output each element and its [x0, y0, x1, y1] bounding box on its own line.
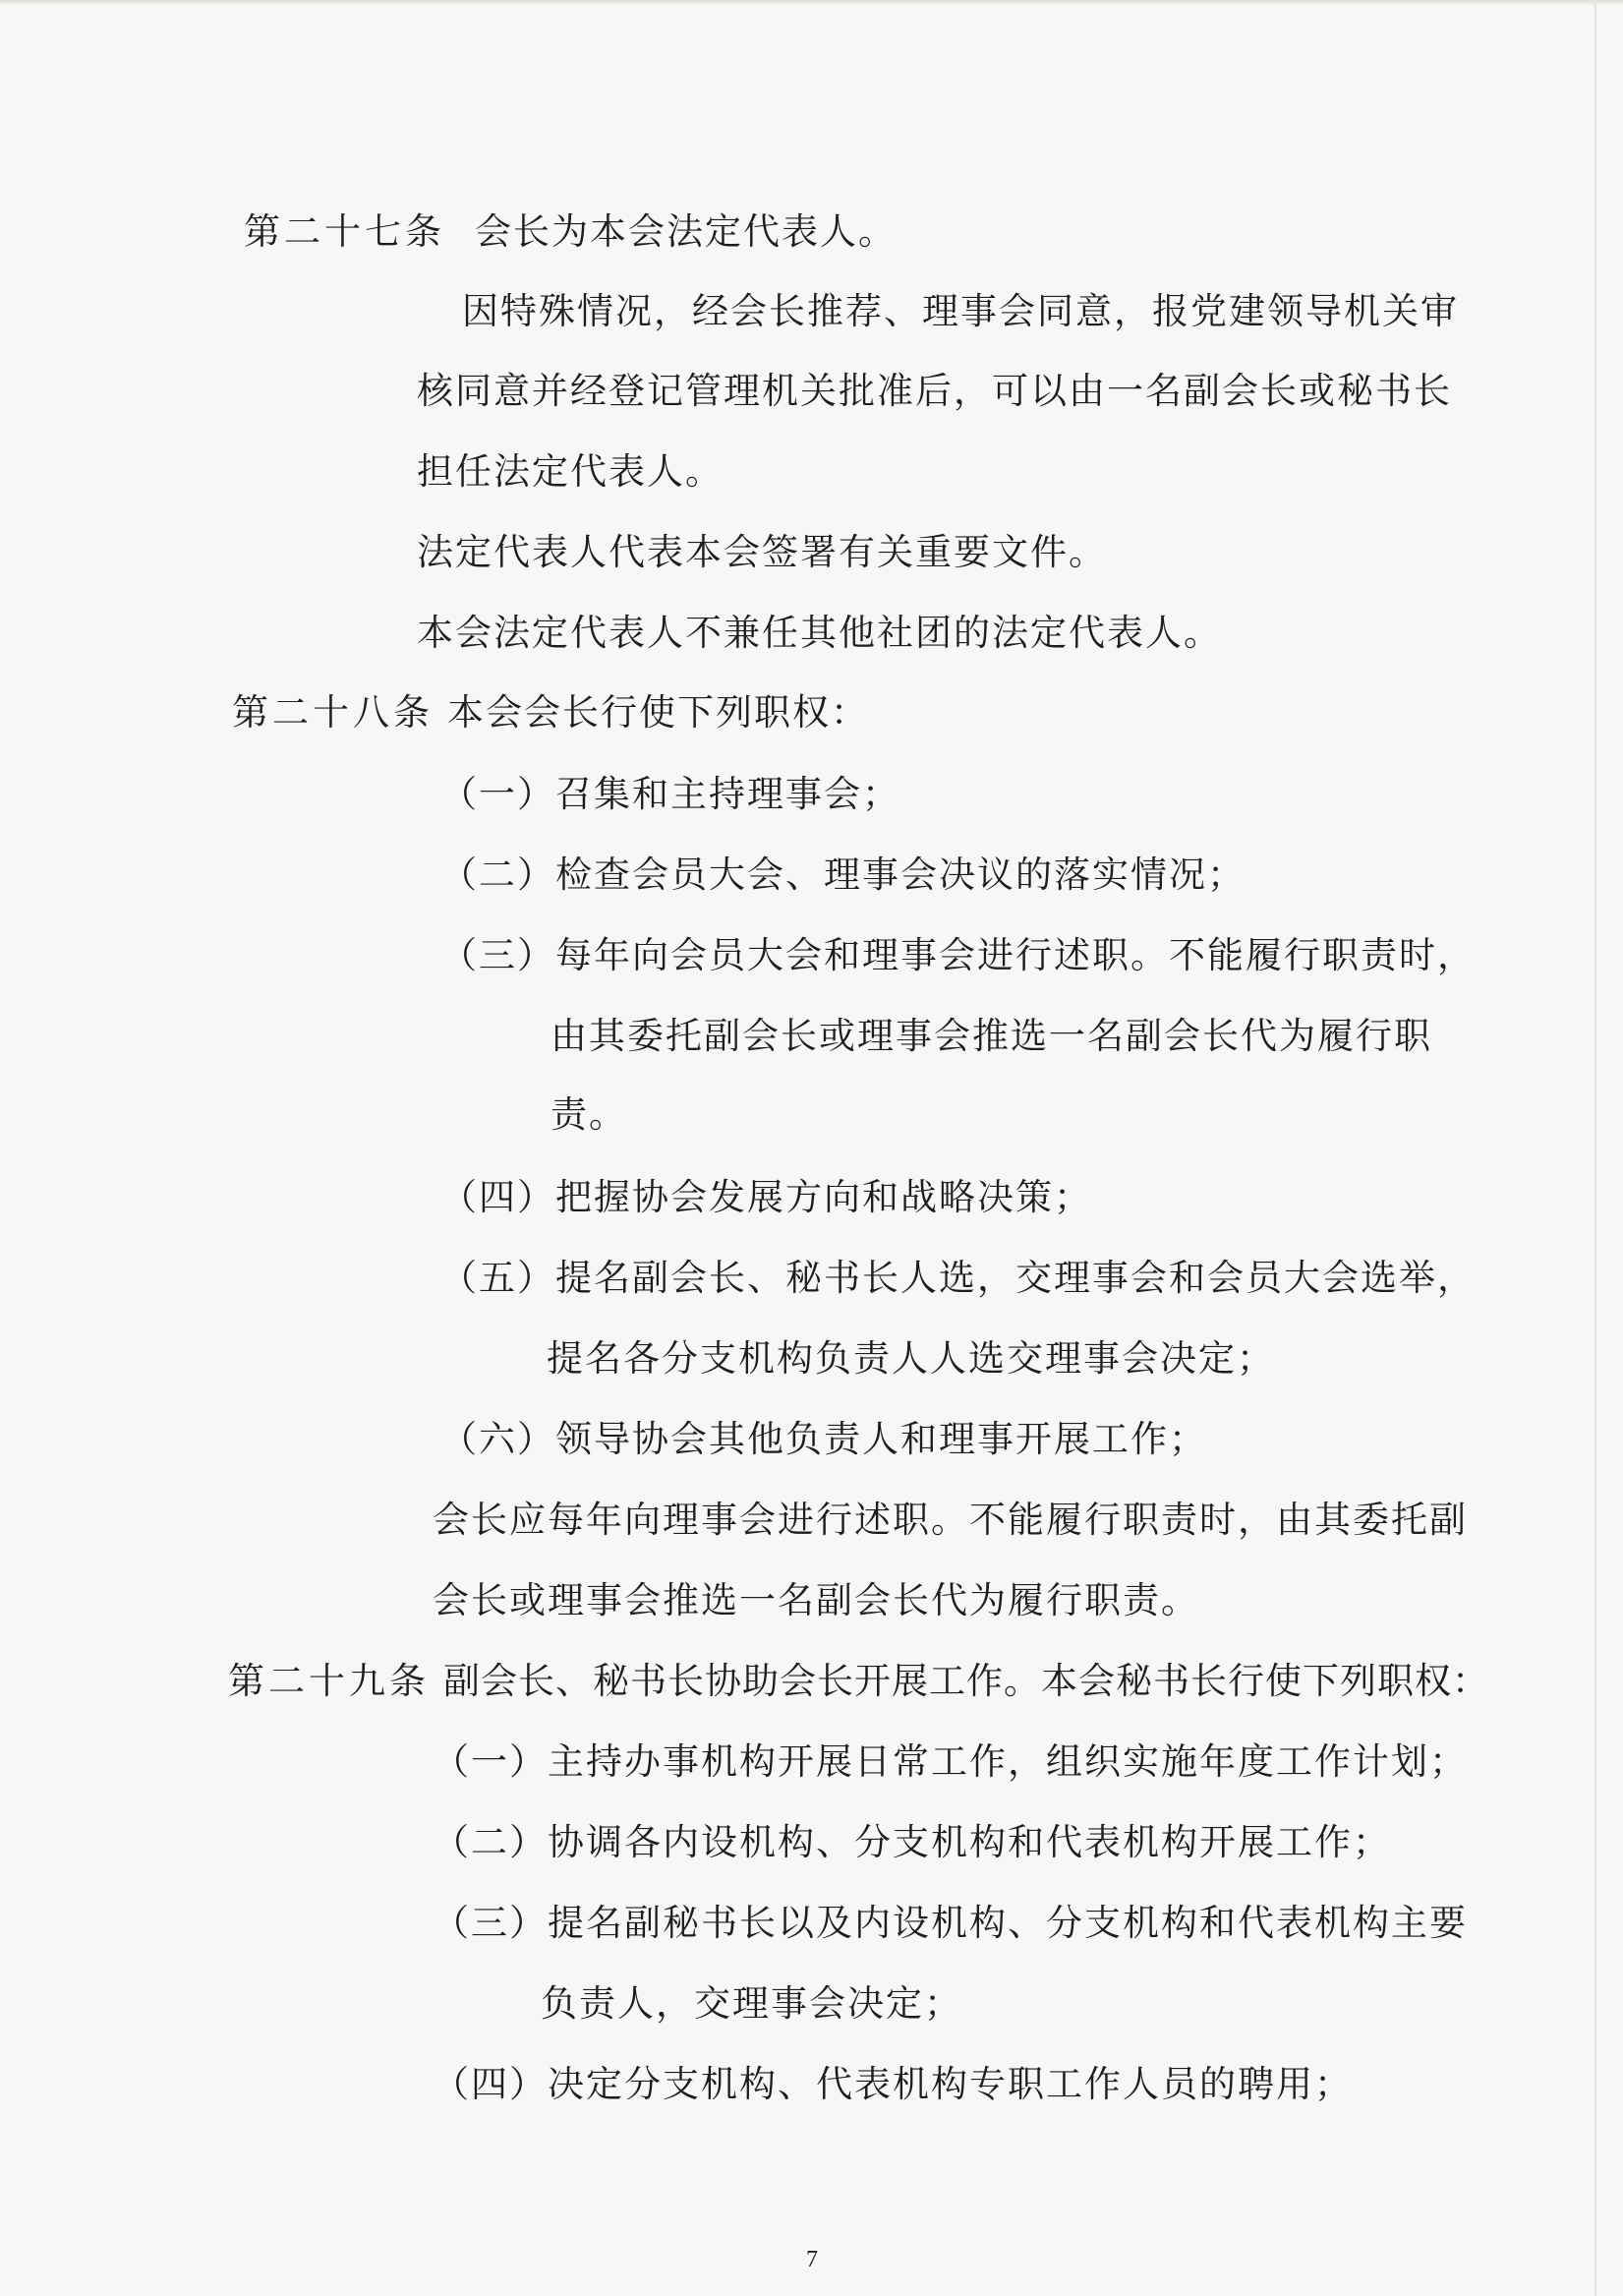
article-28-closing-line1: 会长应每年向理事会进行述职。不能履行职责时，由其委托副	[433, 1499, 1468, 1541]
article-29-heading-line	[228, 1660, 1489, 1703]
article-27-p3: 本会法定代表人不兼任其他社团的法定代表人。	[417, 612, 1222, 654]
article-28-item-continuation: 责。	[551, 1093, 627, 1136]
article-29-label: 第二十九条	[228, 1660, 430, 1702]
article-27-p1-line1: 因特殊情况，经会长推荐、理事会同意，报党建领导机关审	[462, 290, 1459, 332]
article-28-item: （三）每年向会员大会和理事会进行述职。不能履行职责时，	[440, 934, 1476, 976]
article-28-item-continuation: 由其委托副会长或理事会推选一名副会长代为履行职	[551, 1015, 1432, 1057]
article-27-label: 第二十七条	[244, 210, 445, 253]
article-28-heading-line	[232, 691, 869, 735]
article-29-item: （三）提名副秘书长以及内设机构、分支机构和代表机构主要	[433, 1902, 1468, 1944]
article-28-item: （二）检查会员大会、理事会决议的落实情况；	[440, 854, 1246, 896]
scan-right-edge	[1594, 0, 1596, 2296]
article-28-item: （四）把握协会发展方向和战略决策；	[440, 1176, 1092, 1218]
page-number: 7	[806, 2247, 818, 2272]
article-29-heading: 副会长、秘书长协助会长开展工作。本会秘书长行使下列职权：	[443, 1660, 1489, 1702]
article-27-heading: 会长为本会法定代表人。	[475, 210, 897, 253]
article-27-p2: 法定代表人代表本会签署有关重要文件。	[417, 531, 1107, 573]
article-29-item-continuation: 负责人，交理事会决定；	[541, 1982, 962, 2025]
scan-top-edge	[0, 0, 1623, 6]
article-29-item: （四）决定分支机构、代表机构专职工作人员的聘用；	[433, 2063, 1353, 2105]
article-29-item: （一）主持办事机构开展日常工作，组织实施年度工作计划；	[433, 1740, 1468, 1783]
article-27-p1-line2: 核同意并经登记管理机关批准后，可以由一名副会长或秘书长	[417, 370, 1452, 412]
article-28-heading: 本会会长行使下列职权：	[447, 691, 869, 734]
article-27-heading-line	[244, 210, 897, 254]
article-29-item: （二）协调各内设机构、分支机构和代表机构开展工作；	[433, 1821, 1391, 1863]
article-28-item: （六）领导协会其他负责人和理事开展工作；	[440, 1418, 1207, 1460]
article-28-label: 第二十八条	[232, 691, 434, 734]
article-28-item: （五）提名副会长、秘书长人选，交理事会和会员大会选举，	[440, 1257, 1476, 1299]
article-28-item: （一）召集和主持理事会；	[440, 773, 900, 815]
article-27-p1-line3: 担任法定代表人。	[417, 450, 724, 493]
article-28-closing-line2: 会长或理事会推选一名副会长代为履行职责。	[433, 1579, 1199, 1621]
article-28-item-continuation: 提名各分支机构负责人人选交理事会决定；	[547, 1337, 1275, 1380]
